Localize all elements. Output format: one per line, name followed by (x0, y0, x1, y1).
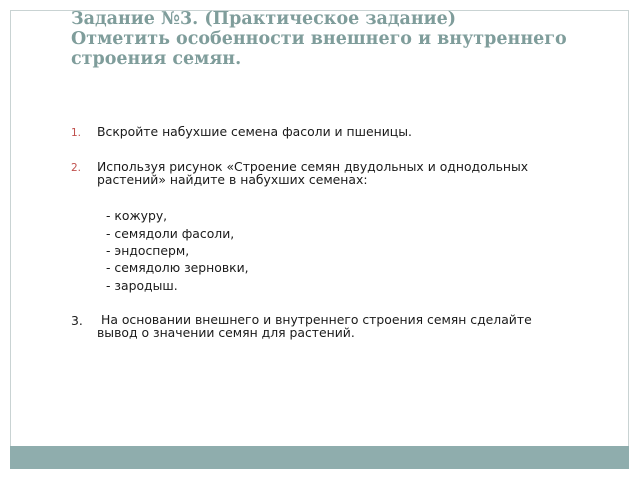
bottom-bar (10, 446, 629, 469)
item-3-number: 3. (71, 313, 83, 328)
item-2-number: 2. (71, 162, 82, 174)
sub-item-embryo: - зародыш. (106, 278, 178, 293)
slide-title (71, 9, 631, 69)
item-1-text: Вскройте набухшие семена фасоли и пшеницы. (97, 124, 412, 139)
title-line-1: Задание №3. (Практическое задание) (71, 9, 457, 29)
item-2-line-2: растений» найдите в набухших семенах: (97, 172, 368, 187)
item-1-number: 1. (71, 127, 82, 139)
sub-item-cotyledons: - семядоли фасоли, (106, 226, 235, 241)
item-3-line-2: вывод о значении семян для растений. (97, 325, 355, 340)
sub-item-cotyledon-grain: - семядолю зерновки, (106, 260, 249, 275)
sub-item-skin: - кожуру, (106, 208, 168, 223)
sub-item-endosperm: - эндосперм, (106, 243, 190, 258)
title-line-2: Отметить особенности внешнего и внутреннего (71, 29, 567, 49)
item-3-line-1: На основании внешнего и внутреннего строения семян сделайте (101, 312, 532, 327)
item-2-line-1: Используя рисунок «Строение семян двудольных и однодольных (97, 159, 529, 174)
slide-frame (10, 10, 629, 469)
title-line-3: строения семян. (71, 49, 242, 69)
